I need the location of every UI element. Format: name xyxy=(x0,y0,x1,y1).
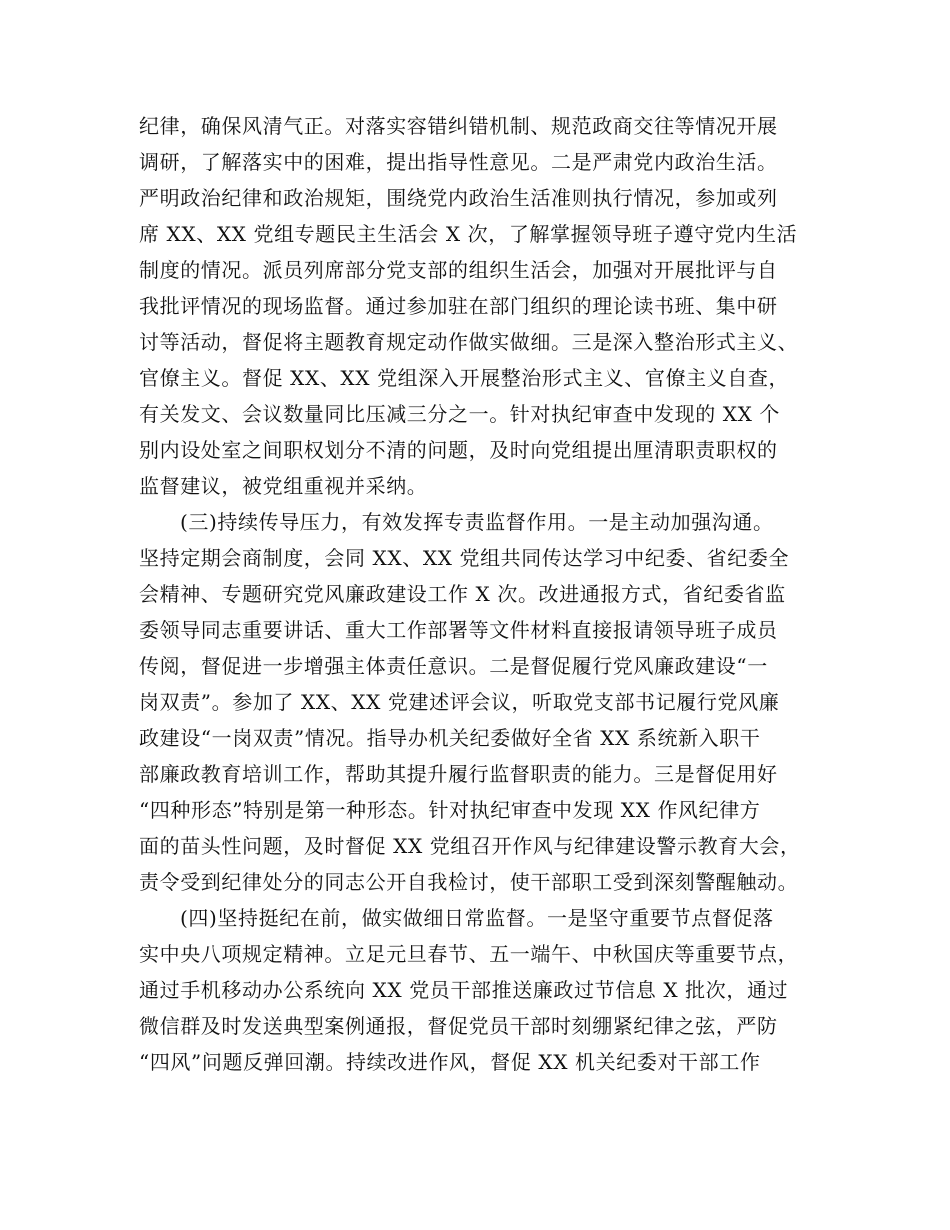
text-line: 制度的情况。派员列席部分党支部的组织生活会，加强对开展批评与自 xyxy=(139,258,778,282)
text-line: “四风”问题反弹回潮。持续改进作风，督促 XX 机关纪委对干部工作 xyxy=(139,1050,761,1074)
text-line: 严明政治纪律和政治规矩，围绕党内政治生活准则执行情况，参加或列 xyxy=(139,186,778,210)
text-line: 别内设处室之间职权划分不清的问题，及时向党组提出厘清职责职权的 xyxy=(139,438,778,462)
text-line: 席 XX、XX 党组专题民主生活会 X 次，了解掌握领导班子遵守党内生活 xyxy=(139,222,798,246)
text-line: 实中央八项规定精神。立足元旦春节、五一端午、中秋国庆等重要节点， xyxy=(139,942,799,966)
text-line: 官僚主义。督促 XX、XX 党组深入开展整治形式主义、官僚主义自查， xyxy=(139,366,790,390)
text-line: 讨等活动，督促将主题教育规定动作做实做细。三是深入整治形式主义、 xyxy=(139,330,799,354)
text-line: 通过手机移动办公系统向 XX 党员干部推送廉政过节信息 X 批次，通过 xyxy=(139,978,789,1002)
text-line: 政建设“一岗双责”情况。指导办机关纪委做好全省 XX 系统新入职干 xyxy=(139,726,761,750)
text-line: 坚持定期会商制度，会同 XX、XX 党组共同传达学习中纪委、省纪委全 xyxy=(139,546,790,570)
section-heading-line: (四)坚持挺纪在前，做实做细日常监督。一是坚守重要节点督促落 xyxy=(180,906,774,930)
text-line: 面的苗头性问题，及时督促 XX 党组召开作风与纪律建设警示教育大会， xyxy=(139,834,801,858)
text-line: 责令受到纪律处分的同志公开自我检讨，使干部职工受到深刻警醒触动。 xyxy=(139,870,799,894)
text-line: 有关发文、会议数量同比压减三分之一。针对执纪审查中发现的 XX 个 xyxy=(139,402,780,426)
section-heading-line: (三)持续传导压力，有效发挥专责监督作用。一是主动加强沟通。 xyxy=(180,510,774,534)
text-line: 监督建议，被党组重视并采纳。 xyxy=(139,474,428,498)
text-line: 调研，了解落实中的困难，提出指导性意见。二是严肃党内政治生活。 xyxy=(139,150,778,174)
text-line: “四种形态”特别是第一种形态。针对执纪审查中发现 XX 作风纪律方 xyxy=(139,798,761,822)
text-line: 微信群及时发送典型案例通报，督促党员干部时刻绷紧纪律之弦，严防 xyxy=(139,1014,778,1038)
text-line: 会精神、专题研究党风廉政建设工作 X 次。改进通报方式，省纪委省监 xyxy=(139,582,786,606)
text-line: 部廉政教育培训工作，帮助其提升履行监督职责的能力。三是督促用好 xyxy=(139,762,778,786)
text-line: 纪律，确保风清气正。对落实容错纠错机制、规范政商交往等情况开展 xyxy=(139,114,778,138)
text-line: 我批评情况的现场监督。通过参加驻在部门组织的理论读书班、集中研 xyxy=(139,294,778,318)
text-line: 岗双责”。参加了 XX、XX 党建述评会议，听取党支部书记履行党风廉 xyxy=(139,690,780,714)
text-line: 委领导同志重要讲话、重大工作部署等文件材料直接报请领导班子成员 xyxy=(139,618,778,642)
text-line: 传阅，督促进一步增强主体责任意识。二是督促履行党风廉政建设“一 xyxy=(139,654,768,678)
